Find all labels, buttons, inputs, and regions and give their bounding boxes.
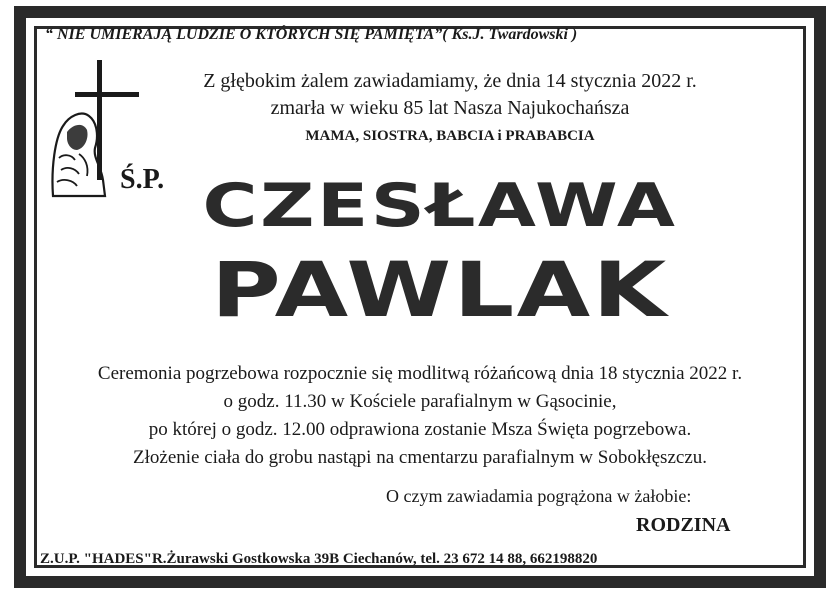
sp-label: Ś.P. [120, 164, 165, 195]
motto: “ NIE UMIERAJĄ LUDZIE O KTÓRYCH SIĘ PAMIĘTA”( Ks.J. Twardowski ) [45, 26, 578, 43]
ceremony-block [40, 360, 800, 472]
family-signature: RODZINA [636, 514, 731, 536]
funeral-home-footer: Z.U.P. "HADES"R.Żurawski Gostkowska 39B Ciechanów, tel. 23 672 14 88, 662198820 [40, 551, 598, 567]
intro-line: zmarła w wieku 85 lat Nasza Najukochańsza [270, 97, 630, 119]
announce-line: O czym zawiadamia pogrążona w żałobie: [386, 486, 692, 506]
ceremony-line: o godz. 11.30 w Kościele parafialnym w Gąsocinie, [223, 391, 617, 412]
ceremony-line: Złożenie ciała do grobu nastąpi na cmentarzu parafialnym w Sobokłęszczu. [133, 447, 707, 468]
ceremony-line: Ceremonia pogrzebowa rozpocznie się modlitwą różańcową dnia 18 stycznia 2022 r. [97, 363, 743, 384]
deceased-last-name: PAWLAK [211, 245, 669, 334]
intro-block [170, 68, 730, 148]
intro-line: Z głębokim żalem zawiadamiamy, że dnia 14 stycznia 2022 r. [203, 70, 697, 92]
ceremony-line: po której o godz. 12.00 odprawiona zostanie Msza Święta pogrzebowa. [148, 419, 692, 440]
relations: MAMA, SIOSTRA, BABCIA i PRABABCIA [305, 128, 595, 144]
deceased-first-name: CZESŁAWA [202, 171, 678, 241]
